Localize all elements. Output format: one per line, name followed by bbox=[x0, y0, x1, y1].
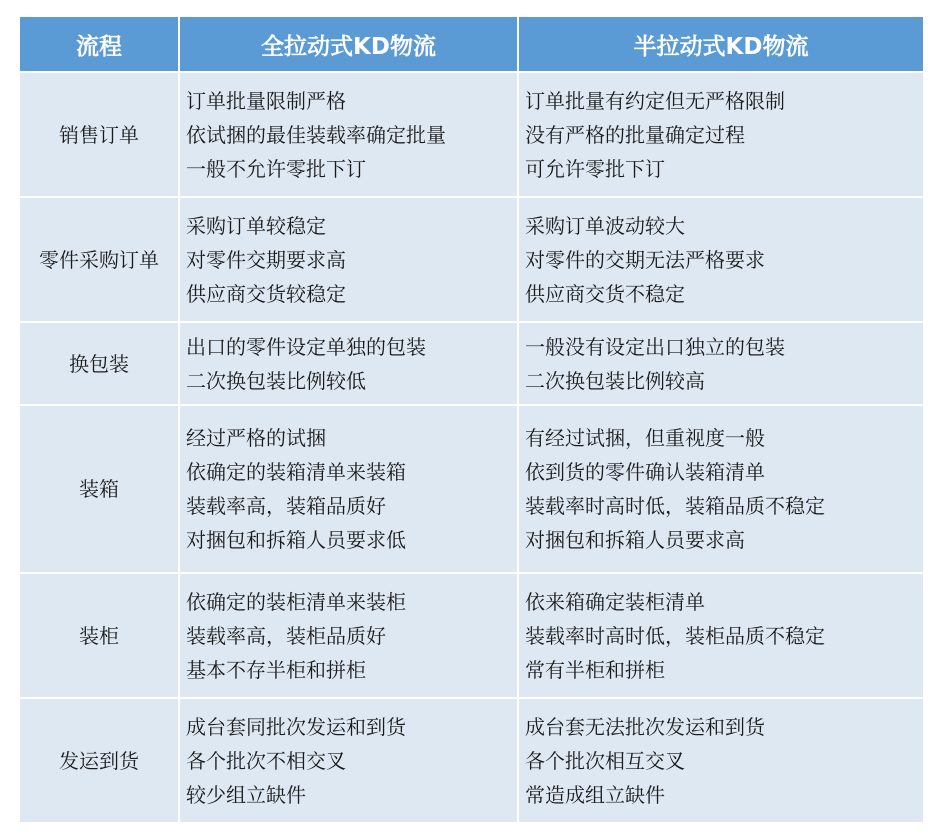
header-row bbox=[19, 16, 924, 72]
semi-pull-cell bbox=[518, 573, 924, 698]
step-cell: 换包装 bbox=[19, 322, 179, 405]
cell-line: 装载率高，装柜品质好 bbox=[186, 623, 386, 648]
cell-line: 依到货的零件确认装箱清单 bbox=[525, 460, 765, 484]
cell-line: 常有半柜和拼柜 bbox=[525, 657, 665, 682]
full-pull-cell bbox=[179, 405, 518, 573]
cell-line: 各个批次相互交叉 bbox=[525, 748, 685, 773]
comparison-table-container bbox=[18, 15, 923, 824]
table-row bbox=[19, 698, 924, 823]
full-pull-cell bbox=[179, 698, 518, 823]
full-pull-cell bbox=[179, 72, 518, 197]
cell-line: 出口的零件设定单独的包装 bbox=[186, 334, 426, 359]
full-pull-cell bbox=[179, 322, 518, 405]
cell-line: 对捆包和拆箱人员要求低 bbox=[186, 528, 406, 552]
cell-line: 有经过试捆，但重视度一般 bbox=[525, 426, 765, 450]
cell-line: 一般不允许零批下订 bbox=[186, 156, 366, 181]
cell-line: 较少组立缺件 bbox=[186, 782, 306, 807]
full-pull-cell bbox=[179, 573, 518, 698]
step-cell: 零件采购订单 bbox=[19, 197, 179, 322]
cell-line: 经过严格的试捆 bbox=[186, 426, 326, 450]
cell-line: 成台套同批次发运和到货 bbox=[186, 714, 406, 739]
step-cell: 销售订单 bbox=[19, 72, 179, 197]
step-cell: 发运到货 bbox=[19, 698, 179, 823]
cell-line: 依确定的装箱清单来装箱 bbox=[186, 460, 406, 484]
cell-line: 装载率时高时低，装柜品质不稳定 bbox=[525, 623, 825, 648]
table-row bbox=[19, 322, 924, 405]
table-row bbox=[19, 72, 924, 197]
cell-line: 成台套无法批次发运和到货 bbox=[525, 714, 765, 739]
cell-line: 订单批量有约定但无严格限制 bbox=[525, 88, 785, 113]
header-step: 流程 bbox=[19, 16, 179, 72]
semi-pull-cell bbox=[518, 72, 924, 197]
semi-pull-cell bbox=[518, 322, 924, 405]
header-semi-pull: 半拉动式KD物流 bbox=[518, 16, 924, 72]
table-row bbox=[19, 573, 924, 698]
cell-line: 依确定的装柜清单来装柜 bbox=[186, 589, 406, 614]
cell-line: 供应商交货不稳定 bbox=[525, 281, 685, 306]
cell-line: 对捆包和拆箱人员要求高 bbox=[525, 528, 745, 552]
cell-line: 装载率高，装箱品质好 bbox=[186, 494, 386, 518]
cell-line: 供应商交货较稳定 bbox=[186, 281, 346, 306]
semi-pull-cell bbox=[518, 197, 924, 322]
comparison-table bbox=[18, 15, 925, 824]
semi-pull-cell bbox=[518, 405, 924, 573]
cell-line: 对零件交期要求高 bbox=[186, 247, 346, 272]
cell-line: 各个批次不相交叉 bbox=[186, 748, 346, 773]
cell-line: 采购订单较稳定 bbox=[186, 213, 326, 238]
cell-line: 采购订单波动较大 bbox=[525, 213, 685, 238]
cell-line: 依来箱确定装柜清单 bbox=[525, 589, 705, 614]
cell-line: 二次换包装比例较低 bbox=[186, 368, 366, 393]
step-cell: 装柜 bbox=[19, 573, 179, 698]
cell-line: 基本不存半柜和拼柜 bbox=[186, 657, 366, 682]
cell-line: 可允许零批下订 bbox=[525, 156, 665, 181]
header-full-pull: 全拉动式KD物流 bbox=[179, 16, 518, 72]
semi-pull-cell bbox=[518, 698, 924, 823]
step-cell: 装箱 bbox=[19, 405, 179, 573]
full-pull-cell bbox=[179, 197, 518, 322]
cell-line: 依试捆的最佳装载率确定批量 bbox=[186, 122, 446, 147]
cell-line: 一般没有设定出口独立的包装 bbox=[525, 334, 785, 359]
cell-line: 没有严格的批量确定过程 bbox=[525, 122, 745, 147]
table-row bbox=[19, 405, 924, 573]
cell-line: 二次换包装比例较高 bbox=[525, 368, 705, 393]
cell-line: 订单批量限制严格 bbox=[186, 88, 346, 113]
table-row bbox=[19, 197, 924, 322]
cell-line: 对零件的交期无法严格要求 bbox=[525, 247, 765, 272]
cell-line: 常造成组立缺件 bbox=[525, 782, 665, 807]
cell-line: 装载率时高时低，装箱品质不稳定 bbox=[525, 494, 825, 518]
